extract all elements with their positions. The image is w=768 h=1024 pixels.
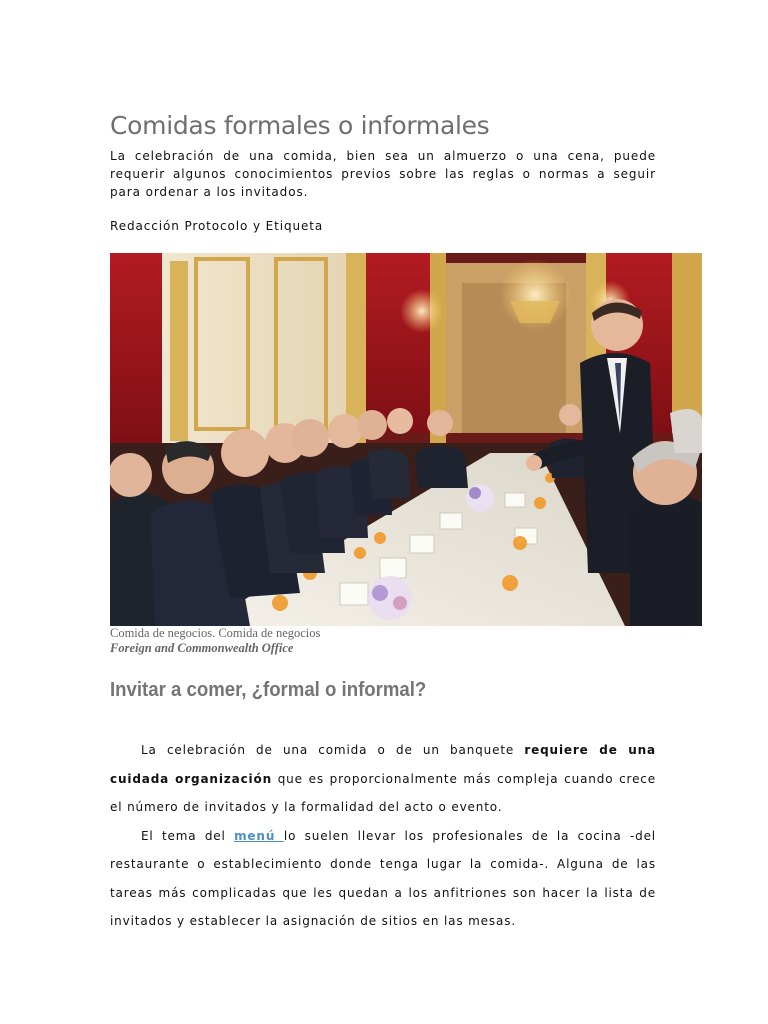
body-text — [110, 736, 656, 936]
paragraph-2 — [110, 822, 656, 936]
photo-caption — [110, 626, 530, 656]
paragraph-1-bold: requiere de una cuidada organización — [110, 743, 657, 786]
banquet-photo — [110, 253, 702, 626]
page-title: Comidas formales o informales — [110, 111, 490, 140]
paragraph-2-text-b: lo suelen llevar los profesionales de la cocina -del restaurante o establecimiento donde tenga lugar la comida-. Alguna de las tareas más complicadas que les quedan a los anfitriones son hacer la lista de invitados y establecer la asignación de sitios en las mesas. — [110, 828, 656, 928]
paragraph-1 — [110, 736, 656, 822]
menu-link[interactable]: menú — [234, 828, 284, 843]
paragraph-1-text-b: que es proporcionalmente más compleja cuando crece el número de invitados y la formalidad del acto o evento. — [110, 771, 656, 814]
caption-credit: Foreign and Commonwealth Office — [110, 641, 294, 655]
caption-line-1: Comida de negocios. Comida de negocios — [110, 626, 321, 640]
byline: Redacción Protocolo y Etiqueta — [110, 219, 324, 233]
paragraph-2-text-a: El tema del — [141, 828, 235, 843]
section-heading: Invitar a comer, ¿formal o informal? — [110, 679, 427, 701]
paragraph-1-text-a: La celebración de una comida o de un banquete — [141, 743, 525, 757]
intro-paragraph: La celebración de una comida, bien sea un almuerzo o una cena, puede requerir algunos conocimientos previos sobre las reglas o normas a seguir para ordenar a los invitados. — [110, 149, 656, 199]
banquet-photo-illustration — [110, 253, 702, 626]
